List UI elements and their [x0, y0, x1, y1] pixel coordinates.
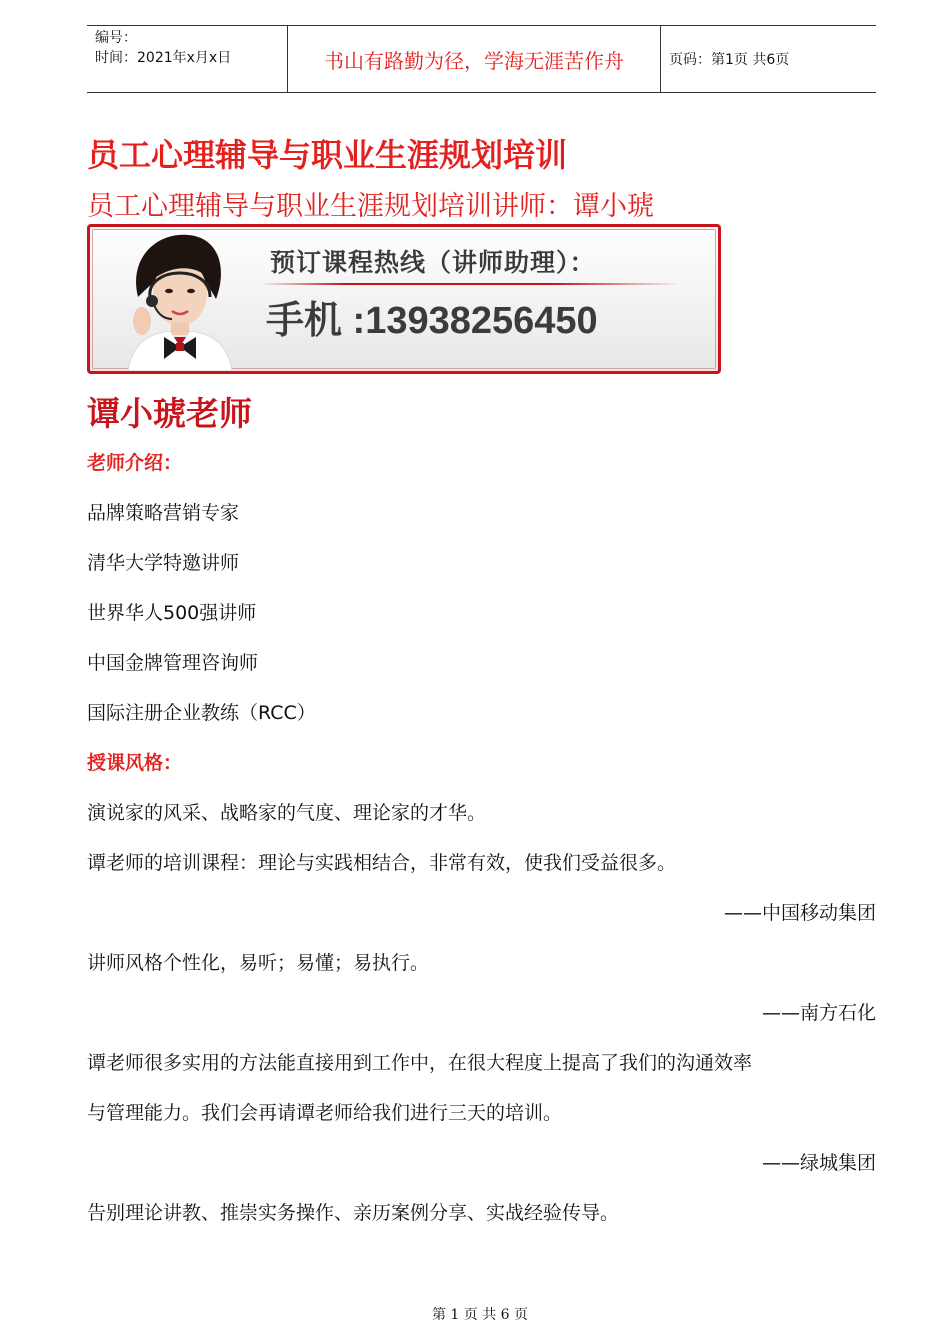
banner-hotline-text: 预订课程热线（讲师助理）：	[270, 248, 596, 277]
testimonial-quote: 谭老师的培训课程：理论与实践相结合，非常有效，使我们受益很多。	[87, 852, 677, 874]
testimonial-quote: 谭老师很多实用的方法能直接用到工作中，在很大程度上提高了我们的沟通效率	[87, 1052, 753, 1074]
style-label: 授课风格：	[87, 752, 183, 774]
intro-item: 清华大学特邀讲师	[87, 552, 240, 574]
hotline-banner	[87, 224, 721, 374]
teacher-name: 谭小琥老师	[87, 394, 252, 433]
document-header	[87, 25, 876, 93]
header-page-info: 页码：第1页 共6页	[669, 52, 790, 68]
style-line: 演说家的风采、战略家的气度、理论家的才华。	[87, 802, 487, 824]
style-summary: 告别理论讲教、推崇实务操作、亲历案例分享、实战经验传导。	[87, 1202, 620, 1224]
testimonial-quote-continued: 与管理能力。我们会再请谭老师给我们进行三天的培训。	[87, 1102, 563, 1124]
testimonial-source: ——南方石化	[761, 1002, 876, 1024]
banner-divider	[260, 283, 680, 285]
intro-item: 世界华人500强讲师	[87, 602, 257, 624]
page-title: 员工心理辅导与职业生涯规划培训	[87, 136, 568, 174]
page-subtitle: 员工心理辅导与职业生涯规划培训讲师：谭小琥	[87, 191, 654, 222]
header-meta	[87, 26, 288, 92]
testimonial-source: ——绿城集团	[761, 1152, 876, 1174]
banner-phone-number: 手机 :13938256450	[266, 300, 598, 342]
intro-item: 中国金牌管理咨询师	[87, 652, 259, 674]
intro-item: 品牌策略营销专家	[87, 502, 240, 524]
page-footer: 第 1 页 共 6 页	[431, 1307, 529, 1323]
intro-item: 国际注册企业教练（RCC）	[87, 702, 316, 724]
testimonial-source: ——中国移动集团	[723, 902, 876, 924]
operator-photo-icon	[98, 227, 268, 371]
testimonial-quote: 讲师风格个性化，易听；易懂；易执行。	[87, 952, 430, 974]
header-motto: 书山有路勤为径，学海无涯苦作舟	[288, 26, 661, 92]
intro-label: 老师介绍：	[87, 452, 183, 474]
time-label: 时间：2021年x月x日	[95, 50, 232, 66]
number-label: 编号：	[95, 30, 137, 46]
